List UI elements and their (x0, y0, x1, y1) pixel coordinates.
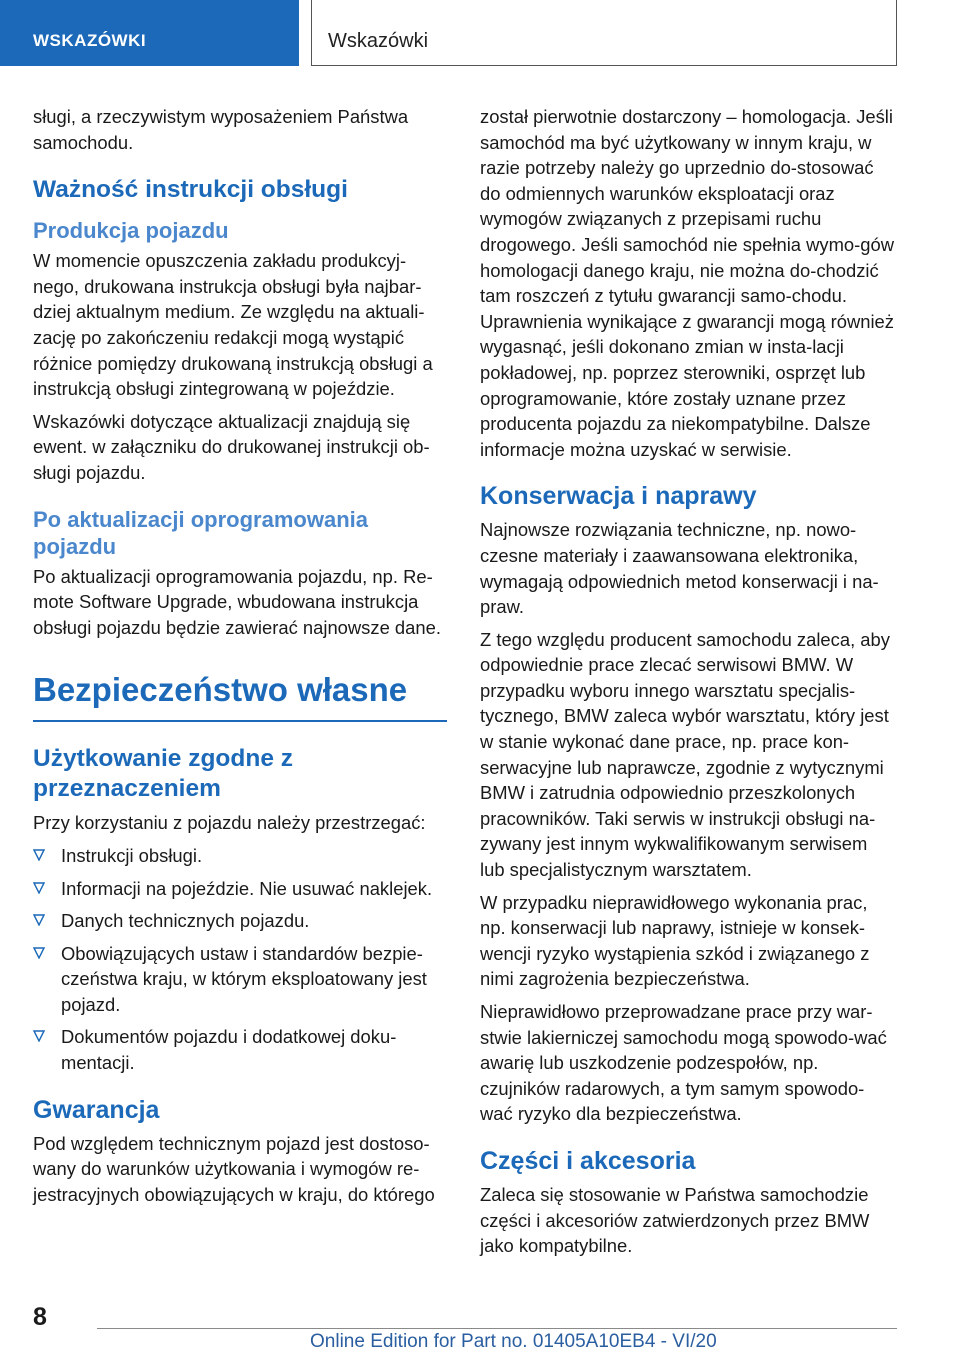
list-item: Dokumentów pojazdu i dodatkowej doku-mentacji. (33, 1024, 449, 1075)
triangle-bullet-icon (33, 849, 45, 861)
page-number: 8 (33, 1303, 47, 1331)
heading-warranty: Gwarancja (33, 1095, 160, 1124)
heading-parts-accessories: Części i akcesoria (480, 1146, 696, 1175)
paragraph-parts: Zaleca się stosowanie w Państwa samochodzie części i akcesoriów zatwierdzonych przez BMW jako kompatybilne. (480, 1183, 870, 1257)
list-item: Danych technicznych pojazdu. (33, 908, 449, 934)
paragraph-maintenance-2: Z tego względu producent samochodu zaleca, aby odpowiednie prace zlecać serwisowi BMW. W przypadku wyboru innego warsztatu specjalis-tycznego, BMW zaleca wybór warsztatu, który jest w stanie wykonać dane prace, np. prace kon-serwacyjne lub naprawcze, zgodnie z wytycznymi BMW i zatrudnia odpowiednio przeszkolonych pracowników. Taki serwis w instrukcji obsługi na-zywany jest innym wykwalifikowanym serwisem lub specjalistycznym warsztatem. (480, 628, 890, 881)
list-item: Instrukcji obsługi. (33, 843, 449, 869)
paragraph-warranty: Pod względem technicznym pojazd jest dostoso-wany do warunków użytkowania i wymogów re-jestracyjnych obowiązujących w kraju, do którego (33, 1132, 435, 1205)
triangle-bullet-icon (33, 1030, 45, 1042)
chapter-heading-personal-safety: Bezpieczeństwo własne (33, 670, 447, 722)
paragraph-continued: sługi, a rzeczywistym wyposażeniem Państwa samochodu. (33, 106, 409, 153)
paragraph-observe: Przy korzystaniu z pojazdu należy przestrzegać: (33, 812, 426, 834)
heading-maintenance-repairs: Konserwacja i naprawy (480, 482, 757, 511)
subheading-vehicle-production: Produkcja pojazdu (33, 218, 229, 244)
paragraph-maintenance-1: Najnowsze rozwiązania techniczne, np. nowo-czesne materiały i zaawansowana elektronika, wymagają odpowiednich metod konserwacji i na-praw. (480, 519, 879, 618)
paragraph-production: W momencie opuszczenia zakładu produkcyj-nego, drukowana instrukcja obsługi była najbar-dziej aktualnym medium. Ze względu na aktuali-zację po zakończeniu redakcji mogą wystąpić różnice pomiędzy drukowaną instrukcją obsługi a instrukcją obsługi zintegrowaną w pojeździe. (33, 250, 433, 400)
right-column (480, 104, 896, 1266)
subheading-after-software-update: Po aktualizacji oprogramowania pojazdu (33, 506, 368, 559)
list-item: Obowiązujących ustaw i standardów bezpie-czeństwa kraju, w którym eksploatowany jest pojazd. (33, 941, 449, 1018)
page-header-title: Wskazówki (311, 0, 897, 66)
paragraph-update-hints: Wskazówki dotyczące aktualizacji znajdują się ewent. w załączniku do drukowanej instrukcji ob-sługi pojazdu. (33, 410, 430, 483)
triangle-bullet-icon (33, 947, 45, 959)
heading-intended-use: Użytkowanie zgodne z przeznaczeniem (33, 745, 294, 803)
section-tab: WSKAZÓWKI (0, 0, 299, 66)
footer-edition: Online Edition for Part no. 01405A10EB4 - VI/20 (310, 1331, 717, 1352)
paragraph-maintenance-4: Nieprawidłowo przeprowadzane prace przy war-stwie lakierniczej samochodu mogą spowodo-wać awarię lub uszkodzenie podzespołów, np. czujników radarowych, a tym samym spowodo-wać ryzyko dla bezpieczeństwa. (480, 1001, 887, 1125)
paragraph-warranty-continued: został pierwotnie dostarczony – homologacja. Jeśli samochód ma być użytkowany w innym kraju, w razie potrzeby należy go uprzednio do-stosować do odmiennych warunków eksploatacji oraz wymogów związanych z przepisami ruchu drogowego. Jeśli samochód nie spełnia wymo-gów homologacji danego kraju, nie można do-chodzić tam roszczeń z tytułu gwarancji samo-chodu. Uprawnienia wynikające z gwarancji mogą również wygasnąć, jeśli dokonano zmian w insta-lacji pokładowej, np. poprzez sterowniki, osprzęt lub oprogramowanie, które zostały uznane przez producenta pojazdu za niekompatybilne. Dalsze informacje można uzyskać w serwisie. (480, 106, 895, 460)
footer-divider (97, 1328, 897, 1329)
paragraph-maintenance-3: W przypadku nieprawidłowego wykonania prac, np. konserwacji lub naprawy, istnieje w konsek-wencji ryzyko wystąpienia szkód i związanego z nimi zagrożenia bezpieczeństwa. (480, 891, 870, 990)
triangle-bullet-icon (33, 914, 45, 926)
list-item: Informacji na pojeździe. Nie usuwać naklejek. (33, 876, 449, 902)
bullet-list (33, 843, 449, 1076)
paragraph-software-update: Po aktualizacji oprogramowania pojazdu, np. Re-mote Software Upgrade, wbudowana instrukcja obsługi pojazdu będzie zawierać najnowsze dane. (33, 565, 441, 638)
heading-manual-validity: Ważność instrukcji obsługi (33, 176, 348, 204)
triangle-bullet-icon (33, 882, 45, 894)
left-column (33, 104, 449, 1214)
